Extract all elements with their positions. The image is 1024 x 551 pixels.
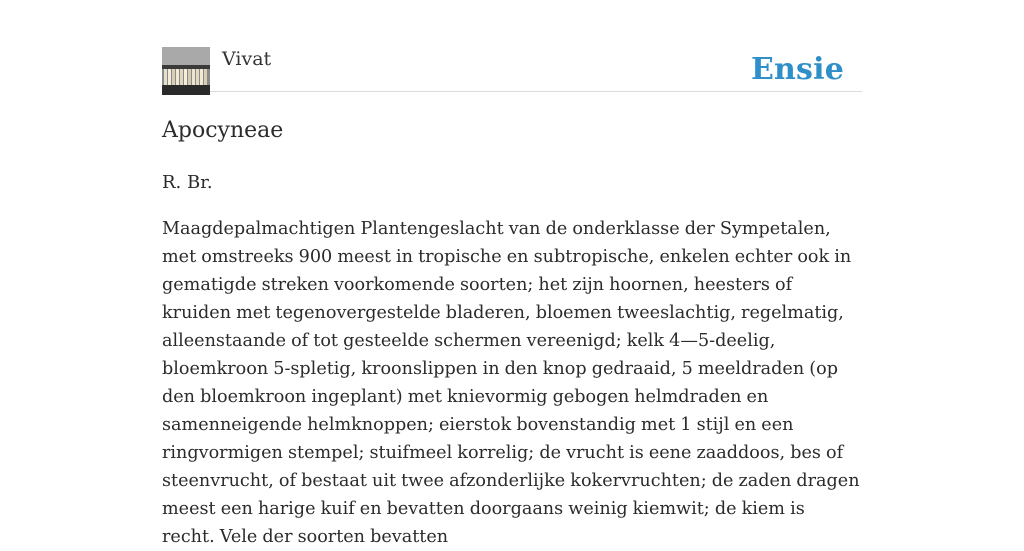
article-body: Maagdepalmachtigen Plantengeslacht van de onderklasse der Sympetalen, met omstreeks 900 meest in tropische en subtropische, enkelen echter ook in gematigde streken voorkomende soorten; het zijn hoornen, heesters of kruiden met tegenovergestelde bladeren, bloemen tweeslachtig, regelmatig, alleenstaande of tot gesteelde schermen vereenigd; kelk 4—5-deelig, bloemkroon 5-spletig, kroonslippen in den knop gedraaid, 5 meeldraden (op den bloemkroon ingeplant) met knievormig gebogen helmdraden en samenneigende helmknoppen; eierstok bovenstandig met 1 stijl en een ringvormigen stempel; stuifmeel korrelig; de vrucht is eene zaaddoos, bes of steenvrucht, of bestaat uit twee afzonderlijke kokervruchten; de zaden dragen meest een harige kuif en bevatten doorgaans weinig kiemwit; de kiem is recht. Vele der soorten bevatten — [162, 219, 860, 547]
bookshelf-avatar-icon[interactable] — [162, 47, 210, 95]
author-name[interactable]: Vivat — [222, 48, 272, 70]
article-page — [162, 0, 862, 547]
author-abbreviation: R. Br. — [162, 172, 213, 193]
site-header — [162, 46, 862, 92]
ensie-logo[interactable]: Ensie — [750, 52, 844, 87]
page-title: Apocyneae — [162, 118, 284, 143]
